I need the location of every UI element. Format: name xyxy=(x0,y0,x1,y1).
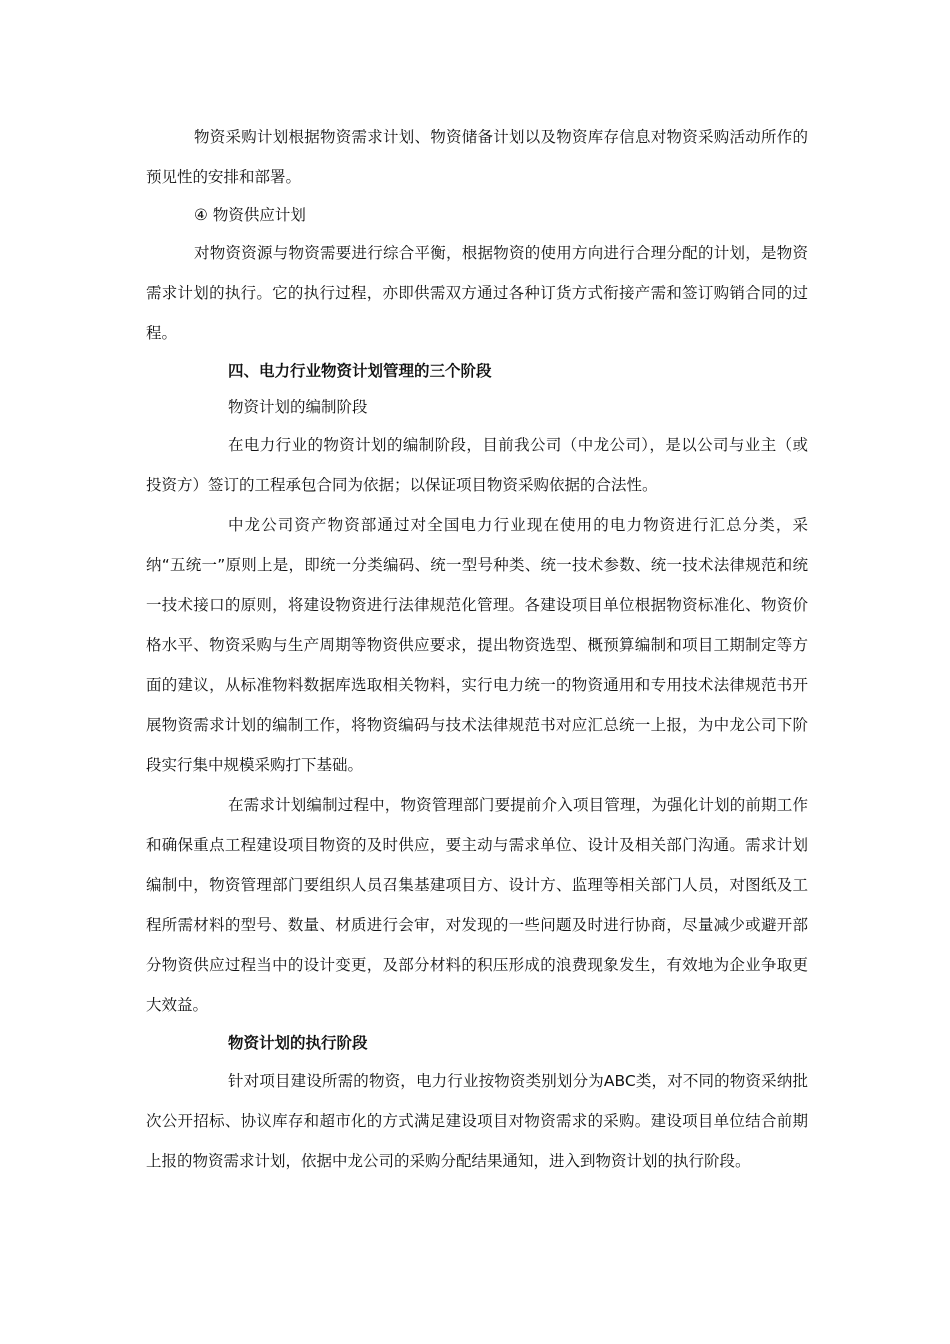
paragraph-supply-plan: 对物资资源与物资需要进行综合平衡，根据物资的使用方向进行合理分配的计划，是物资需求计划的执行。它的执行过程，亦即供需双方通过各种订货方式衔接产需和签订购销合同的过程。 xyxy=(146,244,808,342)
section-heading-four: 四、电力行业物资计划管理的三个阶段 xyxy=(228,362,492,380)
paragraph-execution: 针对项目建设所需的物资，电力行业按物资类别划分为ABC类，对不同的物资采纳批次公开招标、协议库存和超市化的方式满足建设项目对物资需求的采购。建设项目单位结合前期上报的物资需求计划，依据中龙公司的采购分配结果通知，进入到物资计划的执行阶段。 xyxy=(146,1072,808,1170)
document-body xyxy=(146,117,808,1181)
paragraph-compilation-basis: 在电力行业的物资计划的编制阶段，目前我公司（中龙公司），是以公司与业主（或投资方）签订的工程承包合同为依据；以保证项目物资采购依据的合法性。 xyxy=(146,436,808,494)
paragraph-demand-planning: 在需求计划编制过程中，物资管理部门要提前介入项目管理，为强化计划的前期工作和确保重点工程建设项目物资的及时供应，要主动与需求单位、设计及相关部门沟通。需求计划编制中，物资管理部门要组织人员召集基建项目方、设计方、监理等相关部门人员，对图纸及工程所需材料的型号、数量、材质进行会审，对发现的一些问题及时进行协商，尽量减少或避开部分物资供应过程当中的设计变更，及部分材料的积压形成的浪费现象发生，有效地为企业争取更大效益。 xyxy=(146,796,808,1014)
paragraph-five-unifications: 中龙公司资产物资部通过对全国电力行业现在使用的电力物资进行汇总分类，采纳“五统一”原则上是，即统一分类编码、统一型号种类、统一技术参数、统一技术法律规范和统一技术接口的原则，将建设物资进行法律规范化管理。各建设项目单位根据物资标准化、物资价格水平、物资采购与生产周期等物资供应要求，提出物资选型、概预算编制和项目工期制定等方面的建议，从标准物料数据库选取相关物料，实行电力统一的物资通用和专用技术法律规范书开展物资需求计划的编制工作，将物资编码与技术法律规范书对应汇总统一上报，为中龙公司下阶段实行集中规模采购打下基础。 xyxy=(146,516,808,774)
heading-supply-plan: ④ 物资供应计划 xyxy=(194,206,306,224)
subheading-compilation-stage: 物资计划的编制阶段 xyxy=(228,398,368,416)
paragraph-procurement-plan: 物资采购计划根据物资需求计划、物资储备计划以及物资库存信息对物资采购活动所作的预见性的安排和部署。 xyxy=(146,128,808,186)
subheading-execution-stage: 物资计划的执行阶段 xyxy=(228,1034,368,1052)
